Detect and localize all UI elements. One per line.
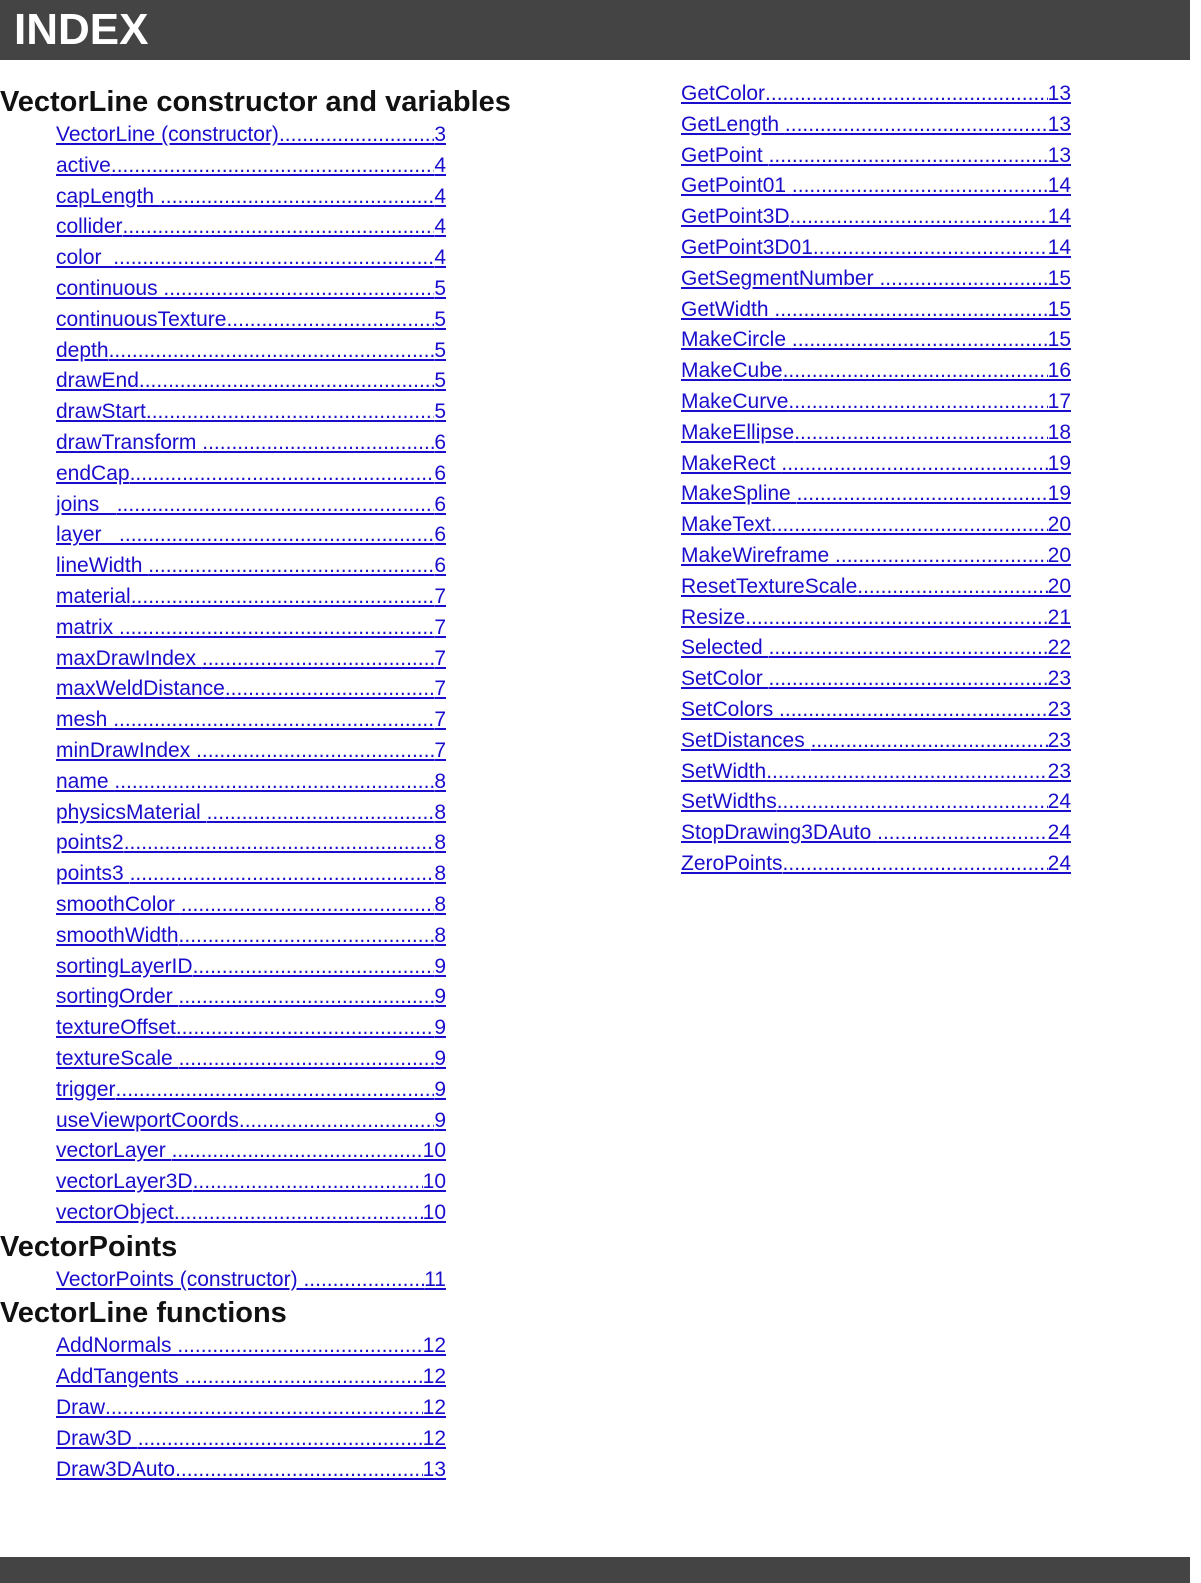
index-entry[interactable] [56, 274, 446, 305]
index-entry[interactable] [56, 551, 446, 582]
entry-page-number: 7 [434, 584, 446, 608]
index-entry[interactable] [56, 952, 446, 983]
dot-leader [857, 572, 1047, 603]
dot-leader [193, 1167, 423, 1198]
entry-page-number: 20 [1047, 513, 1071, 537]
dot-leader [176, 1013, 434, 1044]
index-entry[interactable] [56, 1331, 446, 1362]
entry-label: MakeSpline [681, 482, 797, 506]
entry-label: SetWidths [681, 790, 777, 814]
index-entry[interactable] [56, 1455, 446, 1486]
entry-label: useViewportCoords [56, 1108, 239, 1132]
entry-page-number: 10 [422, 1200, 446, 1224]
dot-leader [130, 859, 435, 890]
entry-page-number: 16 [1047, 359, 1071, 383]
dot-leader [119, 520, 434, 551]
index-entry[interactable] [56, 1424, 446, 1455]
entry-label: textureOffset [56, 1016, 176, 1040]
dot-leader [138, 1424, 423, 1455]
entry-label: vectorLayer [56, 1139, 172, 1163]
dot-leader [131, 582, 435, 613]
entry-label: sortingOrder [56, 985, 179, 1009]
index-entry[interactable] [681, 572, 1071, 603]
entry-label: smoothWidth [56, 923, 179, 947]
entry-page-number: 8 [434, 923, 446, 947]
page-title: INDEX [14, 5, 149, 54]
dot-leader [785, 110, 1048, 141]
entry-label: joins [56, 492, 117, 516]
entry-label: color [56, 246, 114, 270]
dot-leader [279, 120, 434, 151]
dot-leader [766, 757, 1047, 788]
dot-leader [113, 705, 434, 736]
index-entry[interactable] [681, 202, 1071, 233]
header-bar [0, 0, 1190, 60]
dot-leader [811, 726, 1048, 757]
index-entry[interactable] [681, 79, 1071, 110]
index-entry[interactable] [681, 171, 1071, 202]
index-entry[interactable] [681, 356, 1071, 387]
entry-label: SetColor [681, 667, 769, 691]
entry-label: drawTransform [56, 430, 203, 454]
entry-list-vectorline-functions [56, 1331, 446, 1485]
entry-page-number: 4 [434, 184, 446, 208]
index-entry[interactable] [681, 479, 1071, 510]
entry-label: maxWeldDistance [56, 677, 225, 701]
entry-page-number: 4 [434, 246, 446, 270]
section-title-vectorpoints: VectorPoints [0, 1230, 178, 1263]
entry-label: GetWidth [681, 297, 775, 321]
index-entry[interactable] [56, 1044, 446, 1075]
index-entry[interactable] [56, 120, 446, 151]
dot-leader [114, 767, 434, 798]
dot-leader [160, 182, 434, 213]
entry-label: GetPoint [681, 143, 769, 167]
dot-leader [783, 849, 1048, 880]
index-entry[interactable] [681, 233, 1071, 264]
entry-page-number: 7 [434, 677, 446, 701]
entry-page-number: 20 [1047, 543, 1071, 567]
dot-leader [813, 233, 1048, 264]
entry-page-number: 18 [1047, 420, 1071, 444]
dot-leader [797, 479, 1048, 510]
entry-page-number: 9 [434, 1016, 446, 1040]
entry-label: ResetTextureScale [681, 574, 858, 598]
index-entry[interactable] [681, 141, 1071, 172]
entry-page-number: 8 [434, 831, 446, 855]
entry-page-number: 17 [1047, 389, 1071, 413]
index-entry[interactable] [56, 182, 446, 213]
entry-label: trigger [56, 1077, 116, 1101]
index-entry[interactable] [56, 1362, 446, 1393]
index-entry[interactable] [681, 387, 1071, 418]
dot-leader [777, 787, 1048, 818]
entry-page-number: 13 [1047, 112, 1071, 136]
index-entry[interactable] [56, 1136, 446, 1167]
dot-leader [794, 418, 1047, 449]
entry-label: minDrawIndex [56, 738, 197, 762]
entry-page-number: 9 [434, 1046, 446, 1070]
entry-list-vectorline-variables [56, 120, 446, 1229]
entry-page-number: 10 [422, 1170, 446, 1194]
entry-label: points3 [56, 862, 130, 886]
entry-label: name [56, 769, 115, 793]
entry-label: matrix [56, 615, 119, 639]
entry-label: Draw3DAuto [56, 1457, 176, 1481]
dot-leader [745, 603, 1047, 634]
entry-page-number: 19 [1047, 482, 1071, 506]
index-column-left [0, 84, 520, 1485]
dot-leader [139, 366, 434, 397]
entry-page-number: 8 [434, 769, 446, 793]
entry-label: AddNormals [56, 1334, 178, 1358]
dot-leader [174, 1198, 423, 1229]
index-entry[interactable] [56, 921, 446, 952]
entry-page-number: 13 [1047, 143, 1071, 167]
entry-page-number: 5 [434, 369, 446, 393]
entry-page-number: 14 [1047, 235, 1071, 259]
index-entry[interactable] [56, 366, 446, 397]
index-entry[interactable] [56, 212, 446, 243]
entry-page-number: 8 [434, 892, 446, 916]
entry-page-number: 15 [1047, 266, 1071, 290]
entry-label: smoothColor [56, 892, 181, 916]
entry-label: SetColors [681, 697, 780, 721]
dot-leader [193, 952, 435, 983]
dot-leader [879, 264, 1047, 295]
entry-page-number: 15 [1047, 328, 1071, 352]
entry-label: material [56, 584, 131, 608]
dot-leader [148, 551, 434, 582]
dot-leader [124, 828, 435, 859]
dot-leader [172, 1136, 423, 1167]
entry-label: collider [56, 215, 123, 239]
entry-list-functions-continued [681, 79, 1071, 880]
index-entry[interactable] [56, 1106, 446, 1137]
dot-leader [184, 1362, 422, 1393]
index-entry[interactable] [56, 767, 446, 798]
entry-label: capLength [56, 184, 160, 208]
dot-leader [225, 674, 434, 705]
entry-page-number: 14 [1047, 174, 1071, 198]
entry-page-number: 7 [434, 646, 446, 670]
entry-page-number: 9 [434, 954, 446, 978]
entry-page-number: 21 [1047, 605, 1071, 629]
entry-label: sortingLayerID [56, 954, 193, 978]
index-entry[interactable] [56, 613, 446, 644]
entry-label: VectorLine (constructor) [56, 123, 279, 146]
entry-page-number: 4 [434, 153, 446, 177]
entry-page-number: 20 [1047, 574, 1071, 598]
index-entry[interactable] [56, 582, 446, 613]
entry-label: physicsMaterial [56, 800, 207, 824]
entry-label: GetColor [681, 82, 766, 105]
entry-label: GetLength [681, 112, 785, 136]
entry-label: endCap [56, 461, 130, 485]
entry-page-number: 8 [434, 862, 446, 886]
index-entry[interactable] [681, 787, 1071, 818]
index-entry[interactable] [681, 510, 1071, 541]
dot-leader [202, 428, 434, 459]
dot-leader [788, 387, 1047, 418]
entry-label: GetSegmentNumber [681, 266, 880, 290]
index-entry[interactable] [56, 1393, 446, 1424]
entry-label: MakeCircle [681, 328, 792, 352]
index-entry[interactable] [681, 818, 1071, 849]
entry-page-number: 7 [434, 708, 446, 732]
dot-leader [113, 243, 434, 274]
dot-leader [771, 510, 1048, 541]
dot-leader [179, 921, 435, 952]
entry-label: GetPoint3D [681, 205, 790, 229]
entry-page-number: 4 [434, 215, 446, 239]
index-entry[interactable] [56, 428, 446, 459]
entry-page-number: 5 [434, 276, 446, 300]
index-entry[interactable] [56, 243, 446, 274]
index-entry[interactable] [56, 1198, 446, 1229]
dot-leader [207, 798, 435, 829]
index-entry[interactable] [56, 736, 446, 767]
entry-page-number: 6 [434, 554, 446, 578]
index-entry[interactable] [681, 325, 1071, 356]
dot-leader [109, 336, 435, 367]
entry-label: Draw3D [56, 1426, 138, 1450]
dot-leader [202, 644, 434, 675]
dot-leader [790, 202, 1048, 233]
dot-leader [774, 295, 1047, 326]
entry-page-number: 23 [1047, 667, 1071, 691]
index-entry[interactable] [681, 110, 1071, 141]
entry-page-number: 23 [1047, 728, 1071, 752]
index-entry[interactable] [681, 695, 1071, 726]
entry-page-number: 5 [434, 400, 446, 424]
entry-page-number: 13 [1047, 82, 1071, 105]
index-entry[interactable] [681, 726, 1071, 757]
entry-label: GetPoint01 [681, 174, 792, 198]
dot-leader [226, 305, 434, 336]
dot-leader [303, 1265, 424, 1296]
dot-leader [765, 79, 1048, 110]
index-entry[interactable] [56, 798, 446, 829]
dot-leader [146, 397, 434, 428]
entry-label: AddTangents [56, 1365, 185, 1389]
index-entry[interactable] [56, 859, 446, 890]
dot-leader [835, 541, 1048, 572]
entry-page-number: 24 [1047, 851, 1071, 875]
dot-leader [769, 141, 1048, 172]
entry-label: Draw [56, 1396, 106, 1420]
entry-label: SetDistances [681, 728, 811, 752]
index-entry[interactable] [56, 828, 446, 859]
dot-leader [116, 1075, 435, 1106]
entry-page-number: 12 [422, 1365, 446, 1389]
entry-page-number: 9 [434, 1077, 446, 1101]
entry-label: MakeText [681, 513, 771, 537]
entry-label: continuous [56, 276, 164, 300]
entry-page-number: 12 [422, 1334, 446, 1358]
index-entry[interactable] [56, 982, 446, 1013]
dot-leader [163, 274, 434, 305]
index-entry[interactable] [56, 336, 446, 367]
index-entry[interactable] [681, 664, 1071, 695]
dot-leader [792, 325, 1048, 356]
footer-bar [0, 1557, 1190, 1583]
entry-label: MakeEllipse [681, 420, 795, 444]
index-entry[interactable] [56, 1265, 446, 1296]
entry-label: GetPoint3D01 [681, 235, 813, 259]
index-entry[interactable] [56, 1013, 446, 1044]
index-entry[interactable] [56, 397, 446, 428]
index-entry[interactable] [681, 418, 1071, 449]
dot-leader [175, 1455, 423, 1486]
entry-label: active [56, 153, 111, 177]
dot-leader [111, 151, 434, 182]
entry-label: MakeWireframe [681, 543, 836, 567]
index-entry[interactable] [56, 674, 446, 705]
entry-label: MakeRect [681, 451, 782, 475]
index-entry[interactable] [681, 449, 1071, 480]
entry-list-vectorpoints [56, 1265, 446, 1296]
entry-label: mesh [56, 708, 114, 732]
entry-label: vectorObject [56, 1200, 174, 1224]
entry-label: MakeCurve [681, 389, 789, 413]
index-entry[interactable] [56, 459, 446, 490]
index-entry[interactable] [56, 490, 446, 521]
dot-leader [177, 1331, 422, 1362]
entry-label: Selected [681, 636, 769, 660]
entry-page-number: 7 [434, 615, 446, 639]
entry-label: points2 [56, 831, 124, 855]
dot-leader [117, 490, 435, 521]
index-entry[interactable] [681, 633, 1071, 664]
entry-page-number: 7 [434, 738, 446, 762]
entry-page-number: 22 [1047, 636, 1071, 660]
index-entry[interactable] [681, 541, 1071, 572]
entry-label: VectorPoints (constructor) [56, 1267, 304, 1291]
dot-leader [179, 1044, 435, 1075]
entry-label: ZeroPoints [681, 851, 783, 875]
entry-label: continuousTexture [56, 307, 227, 331]
dot-leader [105, 1393, 423, 1424]
entry-label: drawStart [56, 400, 146, 424]
entry-page-number: 13 [422, 1457, 446, 1481]
entry-page-number: 3 [434, 123, 446, 146]
section-title-vectorline-functions: VectorLine functions [0, 1297, 287, 1330]
entry-label: lineWidth [56, 554, 149, 578]
entry-label: drawEnd [56, 369, 139, 393]
dot-leader [239, 1106, 434, 1137]
entry-page-number: 6 [434, 492, 446, 516]
section-title-vectorline-variables: VectorLine constructor and variables [0, 86, 511, 118]
dot-leader [196, 736, 434, 767]
dot-leader [123, 212, 435, 243]
entry-page-number: 14 [1047, 205, 1071, 229]
index-entry[interactable] [681, 757, 1071, 788]
entry-page-number: 15 [1047, 297, 1071, 321]
entry-label: maxDrawIndex [56, 646, 202, 670]
entry-page-number: 8 [434, 800, 446, 824]
entry-label: vectorLayer3D [56, 1170, 193, 1194]
dot-leader [783, 356, 1048, 387]
dot-leader [179, 982, 435, 1013]
index-entry[interactable] [681, 264, 1071, 295]
entry-page-number: 5 [434, 338, 446, 362]
entry-page-number: 6 [434, 523, 446, 547]
index-entry[interactable] [56, 520, 446, 551]
entry-label: layer [56, 523, 120, 547]
entry-page-number: 10 [422, 1139, 446, 1163]
entry-page-number: 24 [1047, 790, 1071, 814]
index-entry[interactable] [681, 849, 1071, 880]
dot-leader [792, 171, 1048, 202]
entry-label: MakeCube [681, 359, 783, 383]
index-entry[interactable] [56, 890, 446, 921]
index-column-right [681, 79, 1071, 880]
index-entry[interactable] [56, 705, 446, 736]
entry-label: SetWidth [681, 759, 767, 783]
entry-page-number: 9 [434, 1108, 446, 1132]
dot-leader [119, 613, 434, 644]
dot-leader [877, 818, 1048, 849]
entry-page-number: 6 [434, 430, 446, 454]
entry-label: textureScale [56, 1046, 179, 1070]
entry-label: Resize [681, 605, 746, 629]
dot-leader [181, 890, 434, 921]
entry-page-number: 9 [434, 985, 446, 1009]
index-entry[interactable] [56, 644, 446, 675]
entry-page-number: 12 [422, 1396, 446, 1420]
entry-page-number: 24 [1047, 821, 1071, 845]
index-entry[interactable] [681, 295, 1071, 326]
dot-leader [781, 449, 1047, 480]
index-entry[interactable] [56, 151, 446, 182]
entry-label: depth [56, 338, 109, 362]
entry-page-number: 19 [1047, 451, 1071, 475]
dot-leader [769, 664, 1048, 695]
entry-page-number: 5 [434, 307, 446, 331]
entry-page-number: 23 [1047, 697, 1071, 721]
index-entry[interactable] [56, 1167, 446, 1198]
dot-leader [779, 695, 1048, 726]
entry-page-number: 12 [422, 1426, 446, 1450]
entry-page-number: 11 [424, 1267, 446, 1291]
entry-page-number: 6 [434, 461, 446, 485]
dot-leader [769, 633, 1048, 664]
entry-page-number: 23 [1047, 759, 1071, 783]
index-entry[interactable] [56, 305, 446, 336]
index-entry[interactable] [56, 1075, 446, 1106]
dot-leader [130, 459, 435, 490]
index-entry[interactable] [681, 603, 1071, 634]
entry-label: StopDrawing3DAuto [681, 821, 878, 845]
